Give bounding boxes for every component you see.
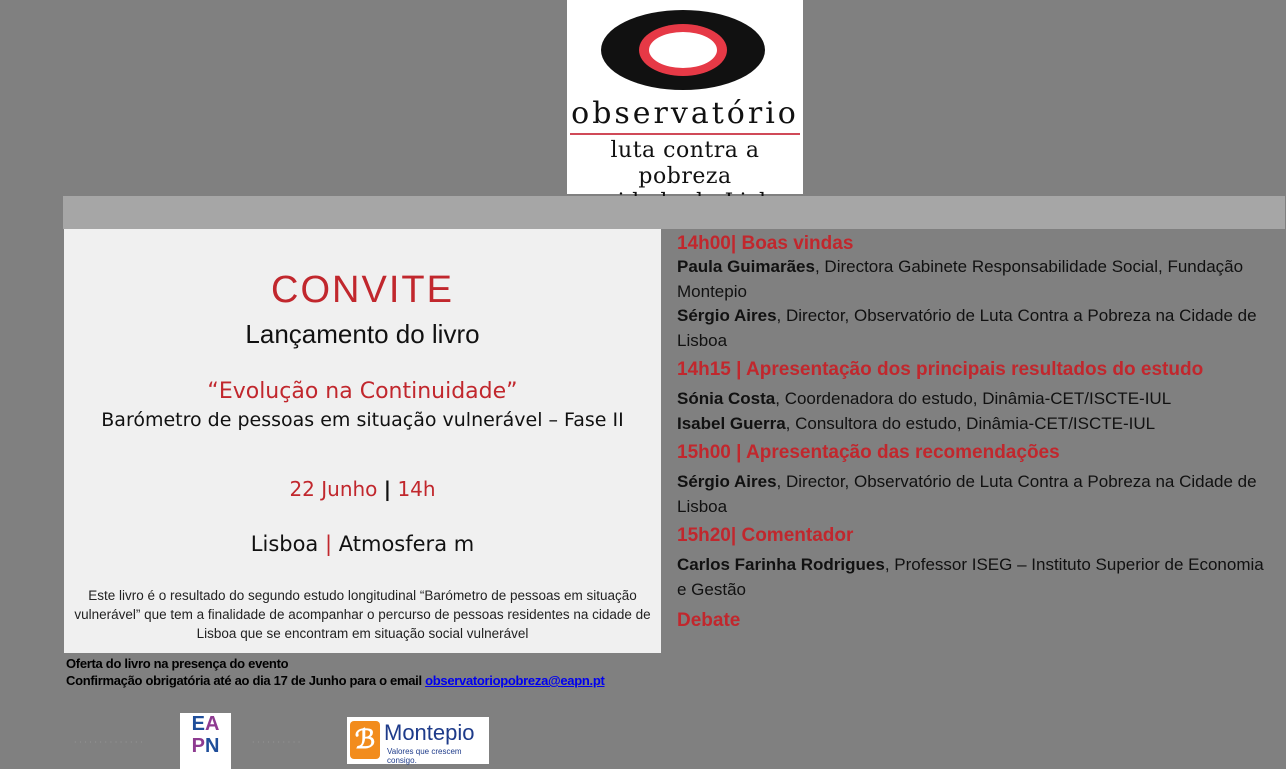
program-item bbox=[677, 553, 1277, 602]
speaker-role: , Directora Gabinete Responsabilidade Social, Fundação Montepio bbox=[677, 257, 1244, 301]
speaker-name: Paula Guimarães bbox=[677, 257, 815, 276]
book-subtitle: Barómetro de pessoas em situação vulnerável – Fase II bbox=[101, 409, 624, 431]
program-heading: 15h20| Comentador bbox=[677, 525, 854, 546]
logo-word: observatório bbox=[571, 96, 799, 131]
confirmation-note bbox=[66, 672, 605, 689]
eapn-logo bbox=[180, 713, 231, 769]
book-description: Este livro é o resultado do segundo estudo longitudinal “Barómetro de pessoas em situação vulnerável” que tem a finalidade de acompanhar o percurso de pessoas residentes na cidade de Lisboa que se encontram em situação social vulnerável bbox=[74, 588, 651, 641]
speaker-name: Carlos Farinha Rodrigues bbox=[677, 555, 885, 574]
eapn-letter: A bbox=[204, 713, 220, 735]
program-heading: Debate bbox=[677, 610, 741, 631]
speaker-role: , Director, Observatório de Luta Contra a Pobreza na Cidade de Lisboa bbox=[677, 306, 1257, 350]
program-item bbox=[677, 304, 1277, 353]
speaker-name: Isabel Guerra bbox=[677, 413, 786, 433]
confirmation-text: Confirmação obrigatória até ao dia 17 de Junho para o email bbox=[66, 673, 422, 688]
invite-subheading: Lançamento do livro bbox=[245, 319, 480, 349]
program-item bbox=[677, 387, 1277, 412]
program-heading: 14h00| Boas vindas bbox=[677, 233, 854, 254]
invite-heading: CONVITE bbox=[271, 269, 454, 311]
montepio-logo bbox=[347, 717, 489, 764]
event-notes bbox=[66, 655, 605, 689]
header-bar bbox=[63, 196, 1285, 229]
place-separator: | bbox=[325, 532, 333, 556]
event-date bbox=[64, 477, 661, 501]
faint-mark: · · · · · · · · · · bbox=[252, 738, 301, 747]
eapn-letter: P bbox=[191, 735, 205, 757]
speaker-name: Sérgio Aires bbox=[677, 472, 777, 491]
speaker-name: Sónia Costa bbox=[677, 389, 776, 408]
program-schedule bbox=[677, 229, 1277, 632]
event-city: Lisboa bbox=[250, 532, 319, 556]
speaker-role: , Coordenadora do estudo, Dinâmia-CET/ISCTE-IUL bbox=[775, 389, 1172, 408]
speaker-name: Sérgio Aires bbox=[677, 306, 777, 325]
event-place bbox=[64, 532, 661, 556]
faint-mark: · · · · · · · · · · · · · · bbox=[74, 738, 143, 747]
program-heading: 15h00 | Apresentação das recomendações bbox=[677, 442, 1060, 463]
logo-tagline-line1: luta contra a pobreza bbox=[610, 138, 760, 189]
observatorio-logo bbox=[567, 0, 803, 194]
invite-panel bbox=[64, 229, 661, 653]
program-item bbox=[677, 255, 1277, 304]
program-item bbox=[677, 470, 1277, 519]
speaker-role: , Consultora do estudo, Dinâmia-CET/ISCTE-IUL bbox=[785, 413, 1156, 433]
speaker-role: , Professor ISEG – Instituto Superior de Economia e Gestão bbox=[677, 555, 1264, 599]
logo-divider bbox=[570, 133, 800, 135]
speaker-role: , Director, Observatório de Luta Contra a Pobreza na Cidade de Lisboa bbox=[677, 472, 1257, 516]
program-heading: 14h15 | Apresentação dos principais resultados do estudo bbox=[677, 359, 1204, 380]
montepio-slogan: Valores que crescem consigo. bbox=[387, 747, 462, 765]
event-date-day: 22 Junho bbox=[289, 477, 378, 501]
eapn-letter: N bbox=[204, 735, 220, 757]
montepio-mark-icon: ℬ bbox=[350, 721, 380, 759]
book-title: “Evolução na Continuidade” bbox=[207, 379, 518, 404]
eapn-letter: E bbox=[191, 713, 205, 735]
offer-note: Oferta do livro na presença do evento bbox=[66, 656, 289, 671]
program-item bbox=[677, 412, 1277, 437]
event-date-time: 14h bbox=[397, 477, 436, 501]
event-venue: Atmosfera m bbox=[338, 532, 475, 556]
montepio-name: Montepio bbox=[384, 720, 475, 745]
sponsor-logos bbox=[0, 705, 600, 769]
date-separator: | bbox=[383, 477, 392, 501]
logo-ring-icon bbox=[601, 10, 765, 90]
email-link[interactable]: observatoriopobreza@eapn.pt bbox=[425, 673, 605, 688]
